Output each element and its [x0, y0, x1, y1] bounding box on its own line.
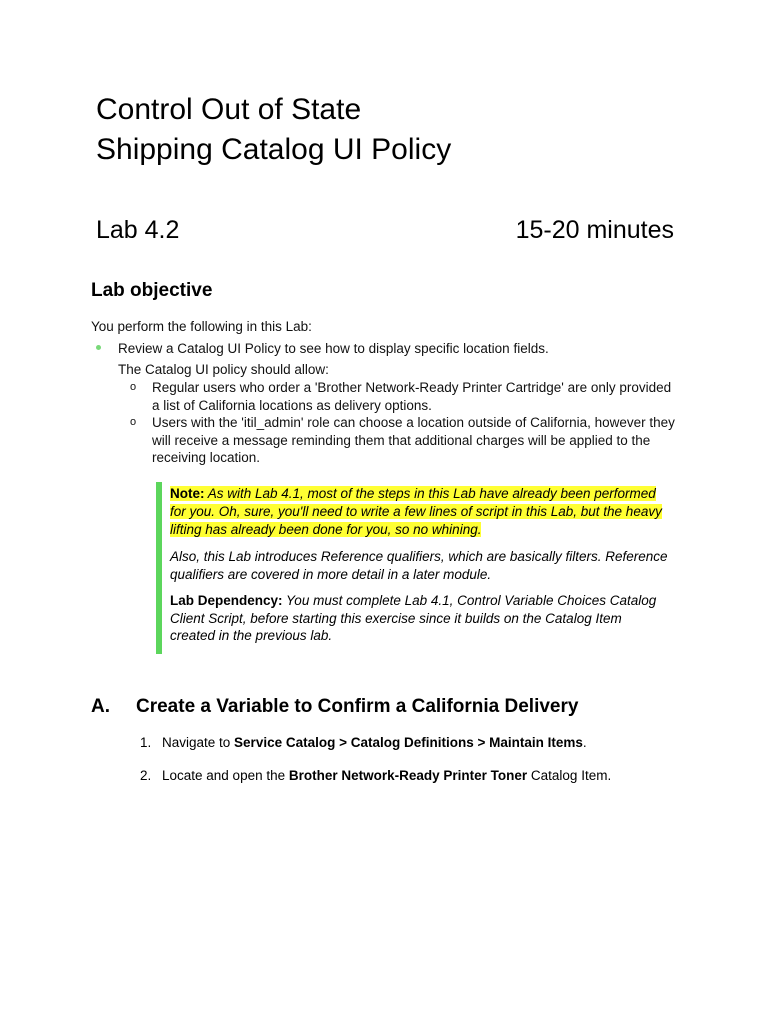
section-letter: A. [91, 696, 110, 717]
bullet-dot-icon [96, 345, 101, 350]
step-menu-path: Service Catalog > Catalog Definitions > Maintain Items [234, 735, 583, 750]
objective-intro: You perform the following in this Lab: [91, 319, 312, 334]
title-line-1: Control Out of State [96, 93, 362, 126]
sub-list-item-text: Users with the 'itil_admin' role can choose a location outside of California, however they will receive a message reminding them that additional charges will be applied to the receiving location. [152, 415, 675, 465]
document-title [96, 90, 451, 170]
note-callout [156, 482, 682, 654]
step-suffix: . [582, 735, 587, 750]
objective-subline: The Catalog UI policy should allow: [118, 362, 329, 377]
lab-number: Lab 4.2 [96, 216, 180, 244]
note-label: Note: [170, 486, 205, 501]
step-prefix: Locate and open the [162, 768, 289, 783]
dependency-label: Lab Dependency: [170, 593, 283, 608]
title-line-2: Shipping Catalog UI Policy [96, 133, 452, 166]
step-item-name: Brother Network-Ready Printer Toner [288, 768, 528, 783]
sub-list-item-text: Regular users who order a 'Brother Network-Ready Printer Cartridge' are only provided a list of California locations as delivery options. [152, 380, 672, 413]
step-number: 2. [140, 768, 152, 783]
circle-bullet-icon: o [130, 416, 137, 428]
circle-bullet-icon: o [130, 381, 137, 393]
note-text: As with Lab 4.1, most of the steps in this Lab have already been performed for you. Oh, sure, you'll need to write a few lines of script in this Lab, but the heavy lifting has already been done for you, so no whining. [170, 486, 662, 537]
step-suffix: Catalog Item. [527, 768, 612, 783]
step-text [162, 734, 587, 752]
section-title: Create a Variable to Confirm a California Delivery [136, 696, 579, 717]
also-text: Also, this Lab introduces Reference qualifiers, which are basically filters. Reference qualifiers are covered in more detail in a later module. [170, 549, 668, 582]
step-number: 1. [140, 735, 152, 750]
lab-duration: 15-20 minutes [515, 216, 674, 244]
bullet-text: Review a Catalog UI Policy to see how to display specific location fields. [118, 341, 549, 356]
dependency-text: You must complete Lab 4.1, Control Variable Choices Catalog Client Script, before starting this exercise since it builds on the Catalog Item created in the previous lab. [170, 593, 657, 643]
objective-heading: Lab objective [91, 280, 213, 301]
step-text [162, 767, 611, 785]
note-highlight [170, 486, 662, 537]
step-prefix: Navigate to [162, 735, 235, 750]
